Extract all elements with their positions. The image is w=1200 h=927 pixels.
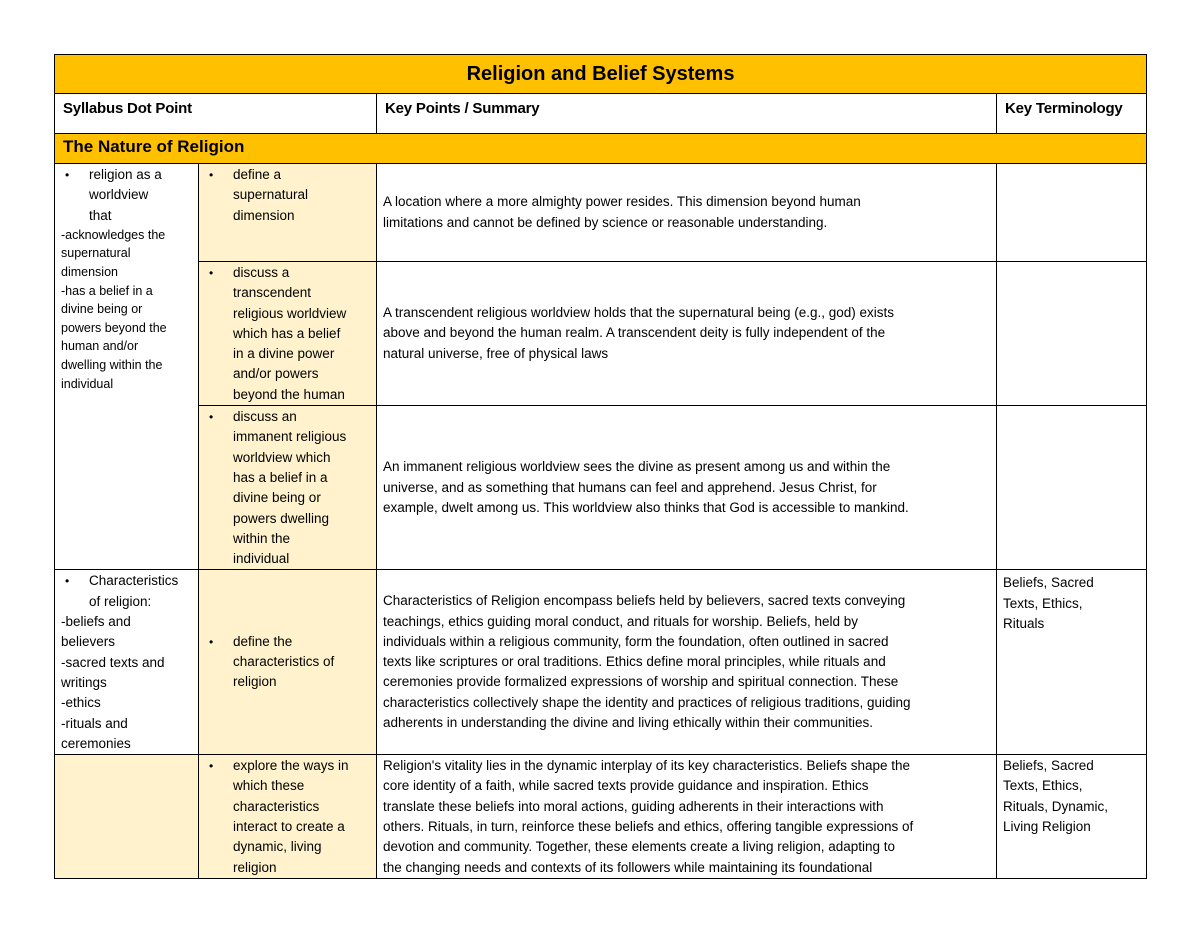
list-item: • discuss a transcendent religious worldview which has a belief in a divine power and/or powers beyond the human — [205, 263, 370, 405]
bullet-text: religion as a worldview that — [89, 167, 162, 223]
terminology-2 — [997, 262, 1147, 406]
terminology-5: Beliefs, Sacred Texts, Ethics, Rituals, Dynamic, Living Religion — [997, 755, 1147, 879]
syllabus-dot-point-3 — [55, 755, 199, 879]
bullet-icon: • — [209, 634, 214, 649]
bullet-icon: • — [65, 168, 70, 182]
sub-point-3 — [199, 406, 377, 570]
header-syllabus: Syllabus Dot Point — [55, 94, 377, 134]
detail-text: -acknowledges the supernatural dimension -has a belief in a divine being or powers beyond the human and/or dwelling within the individual — [61, 227, 167, 391]
sub-point-4 — [199, 570, 377, 755]
list-item: • define a supernatural dimension — [205, 165, 370, 226]
header-summary: Key Points / Summary — [377, 94, 997, 134]
list-item: • explore the ways in which these characteristics interact to create a dynamic, living religion — [205, 756, 370, 878]
bullet-icon: • — [209, 410, 214, 425]
bullet-icon: • — [65, 574, 70, 589]
terminology-1 — [997, 164, 1147, 262]
sub-point-2 — [199, 262, 377, 406]
summary-1: A location where a more almighty power resides. This dimension beyond human limitations and cannot be defined by science or reasonable understanding. — [377, 164, 997, 262]
syllabus-dot-point-1 — [55, 164, 199, 570]
list-item: • Characteristics of religion: — [61, 571, 192, 612]
syllabus-table — [54, 54, 1147, 879]
detail-text: -beliefs and believers -sacred texts and writings -ethics -rituals and ceremonies — [61, 614, 165, 751]
table-title — [55, 55, 1147, 94]
summary-5: Religion's vitality lies in the dynamic interplay of its key characteristics. Beliefs shape the core identity of a faith, while sacred texts provide guidance and inspiration. Ethics translate these beliefs into moral actions, guiding adherents in their interactions with others. Rituals, in turn, reinforce these beliefs and ethics, offering tangible expressions of devotion and community. Together, these elements create a living religion, adapting to the changing needs and contexts of its followers while maintaining its foundational — [377, 755, 997, 879]
syllabus-dot-point-2 — [55, 570, 199, 755]
bullet-icon: • — [209, 266, 214, 280]
list-item: • define the characteristics of religion — [205, 632, 370, 693]
summary-2: A transcendent religious worldview holds that the supernatural being (e.g., god) exists above and beyond the human realm. A transcendent deity is fully independent of the natural universe, free of physical laws — [377, 262, 997, 406]
sub-point-5 — [199, 755, 377, 879]
table-title-text: Religion and Belief Systems — [466, 62, 735, 85]
bullet-icon: • — [209, 759, 214, 774]
list-item — [61, 165, 192, 226]
summary-4: Characteristics of Religion encompass beliefs held by believers, sacred texts conveying teachings, ethics guiding moral conduct, and rituals for worship. Beliefs, held by individuals within a religious community, form the foundation, often outlined in sacred texts like scriptures or oral traditions. Ethics define moral principles, while rituals and ceremonies provide formalized expressions of worship and spiritual connection. These characteristics collectively shape the identity and practices of religious traditions, guiding adherents in understanding the divine and living ethically within their communities. — [377, 570, 997, 755]
terminology-4: Beliefs, Sacred Texts, Ethics, Rituals — [997, 570, 1147, 755]
header-terminology: Key Terminology — [997, 94, 1147, 134]
section-heading: The Nature of Religion — [55, 134, 1147, 164]
list-item: • discuss an immanent religious worldview which has a belief in a divine being or powers dwelling within the individual — [205, 407, 370, 569]
sub-point-1 — [199, 164, 377, 262]
bullet-icon: • — [209, 168, 214, 182]
terminology-3 — [997, 406, 1147, 570]
summary-3: An immanent religious worldview sees the divine as present among us and within the universe, and as something that humans can feel and apprehend. Jesus Christ, for example, dwelt among us. This worldview also thinks that God is accessible to mankind. — [377, 406, 997, 570]
